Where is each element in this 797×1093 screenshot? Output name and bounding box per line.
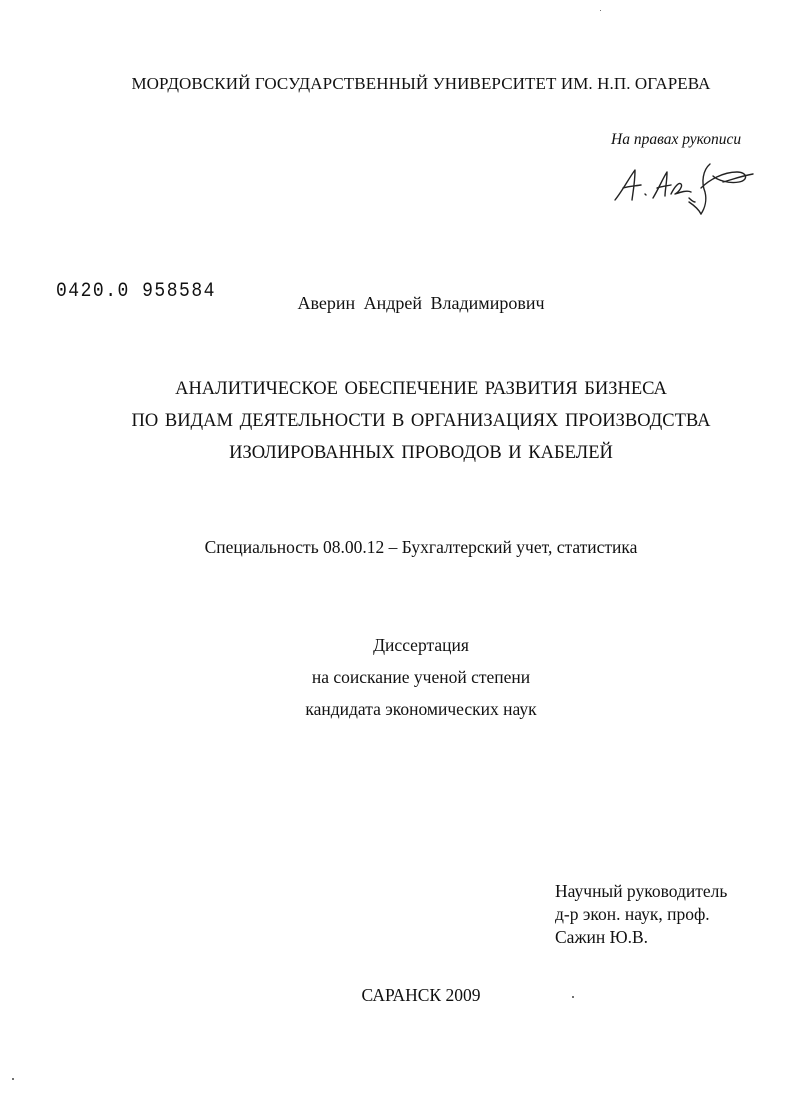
title-line: АНАЛИТИЧЕСКОЕ ОБЕСПЕЧЕНИЕ РАЗВИТИЯ БИЗНЕСА: [175, 379, 667, 399]
specialty: Специальность 08.00.12 – Бухгалтерский учет, статистика: [204, 537, 638, 557]
city-year: САРАНСК 2009: [361, 985, 481, 1005]
dissertation-title: [0, 373, 797, 469]
title-line: ПО ВИДАМ ДЕЯТЕЛЬНОСТИ В ОРГАНИЗАЦИЯХ ПРОИЗВОДСТВА: [131, 411, 711, 431]
advisor-line: Научный руководитель: [555, 881, 728, 901]
scan-speck: [600, 10, 601, 11]
degree-line: кандидата экономических наук: [305, 699, 537, 719]
title-line: ИЗОЛИРОВАННЫХ ПРОВОДОВ И КАБЕЛЕЙ: [229, 443, 613, 463]
university-name: МОРДОВСКИЙ ГОСУДАРСТВЕННЫЙ УНИВЕРСИТЕТ ИМ. Н.П. ОГАРЕВА: [131, 74, 711, 93]
author-name: Аверин Андрей Владимирович: [297, 293, 545, 313]
scan-speck: [572, 996, 574, 998]
scan-speck: [12, 1078, 14, 1080]
advisor-line: Сажин Ю.В.: [555, 927, 649, 947]
catalog-code: 0420.0 958584: [56, 280, 216, 303]
degree-line: на соискание ученой степени: [311, 667, 531, 687]
degree-statement: [0, 629, 797, 725]
advisor-line: д-р экон. наук, проф.: [555, 904, 710, 924]
scientific-advisor: [555, 880, 727, 949]
degree-line: Диссертация: [373, 635, 469, 655]
handwritten-signature: [605, 150, 765, 220]
manuscript-note: На правах рукописи: [611, 131, 742, 148]
